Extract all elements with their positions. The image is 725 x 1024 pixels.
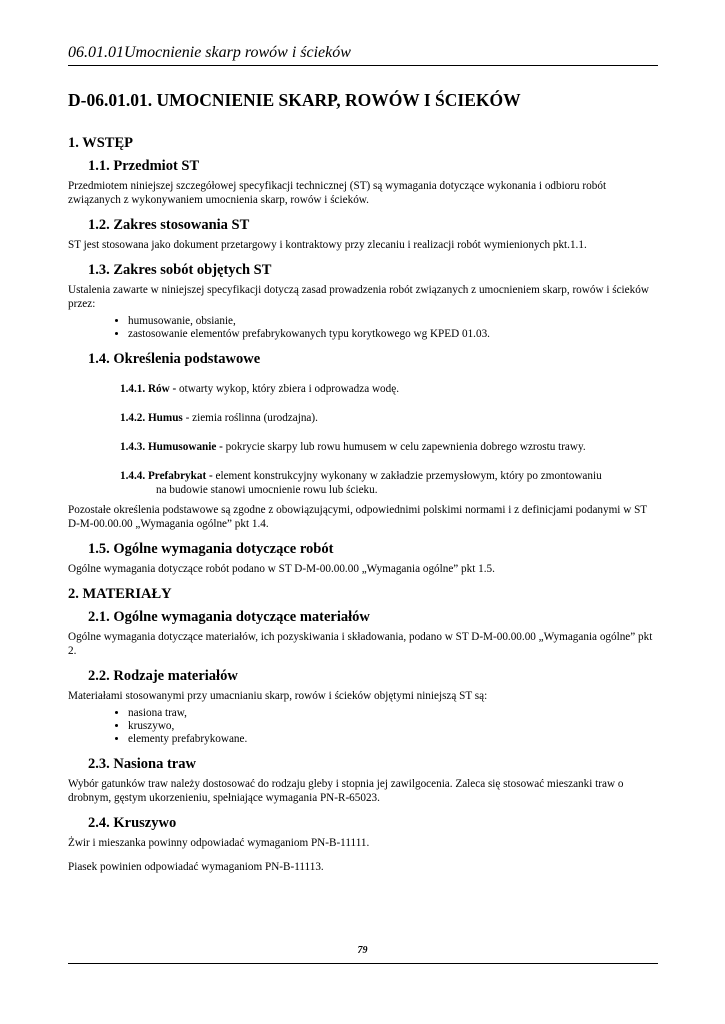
section-2-3-text: Wybór gatunków traw należy dostosować do rodzaju gleby i stopnia jej zawilgocenia. Zaleca się stosować mieszanki traw o drobnym, gęstym ukorzenieniu, spełniające wymagania PN-R-65023.: [68, 778, 624, 804]
section-1-heading: 1. WSTĘP: [68, 135, 134, 151]
list-item: • kruszywo,: [128, 720, 658, 733]
definition-text: otwarty wykop, który zbiera i odprowadza wodę.: [176, 383, 400, 395]
footer-rule: [68, 963, 658, 964]
section-2-4-heading: 2.4. Kruszywo: [88, 815, 177, 831]
definition-text: - ziemia roślinna (urodzajna).: [182, 412, 318, 424]
definition-item: [120, 411, 658, 425]
section-1-1-heading: 1.1. Przedmiot ST: [88, 158, 200, 174]
definition-text: pokrycie skarpy lub rowu humusem w celu zapewnienia dobrego wzrostu trawy.: [222, 441, 586, 453]
definition-item: [120, 440, 658, 454]
page-number: 79: [357, 945, 368, 956]
definition-text-continued: na budowie stanowi umocnienie rowu lub ścieku.: [156, 484, 378, 496]
section-2-3-heading: 2.3. Nasiona traw: [88, 756, 196, 772]
section-2-1-heading: 2.1. Ogólne wymagania dotyczące materiałów: [88, 609, 370, 625]
section-2-4-text-2: Piasek powinien odpowiadać wymaganiom PN-B-11113.: [68, 861, 324, 873]
definition-term: 1.4.1. Rów -: [120, 383, 177, 395]
definition-text: element konstrukcyjny wykonany w zakładzie przemysłowym, który po zmontowaniu: [212, 470, 602, 482]
definition-item: [120, 469, 658, 497]
section-1-1-text: Przedmiotem niniejszej szczegółowej specyfikacji technicznej (ST) są wymagania dotyczące wykonania i odbioru robót związanych z wykonywaniem umocnienia skarp, rowów i ścieków.: [68, 180, 607, 206]
document-content: [68, 90, 658, 884]
section-1-2-text: ST jest stosowana jako dokument przetargowy i kontraktowy przy zlecaniu i realizacji robót wymienionych pkt.1.1.: [68, 239, 587, 251]
section-1-4-text: Pozostałe określenia podstawowe są zgodne z obowiązującymi, odpowiednimi polskimi normami i z definicjami podanymi w ST D-M-00.00.00 „Wymagania ogólne” pkt 1.4.: [68, 504, 647, 530]
header-rule: [68, 65, 658, 66]
section-1-4-heading: 1.4. Określenia podstawowe: [88, 351, 261, 367]
section-2-2-list: [68, 707, 658, 746]
section-2-2-text: Materiałami stosowanymi przy umacnianiu skarp, rowów i ścieków objętymi niniejszą ST są:: [68, 690, 488, 702]
section-1-3-list: [68, 315, 658, 341]
definition-term: 1.4.3. Humusowanie -: [120, 441, 223, 453]
document-title: D-06.01.01. UMOCNIENIE SKARP, ROWÓW I ŚCIEKÓW: [68, 90, 521, 110]
section-2-2-heading: 2.2. Rodzaje materiałów: [88, 668, 238, 684]
section-2-4-text-1: Żwir i mieszanka powinny odpowiadać wymaganiom PN-B-11111.: [68, 837, 370, 849]
definition-term: 1.4.4. Prefabrykat -: [120, 470, 213, 482]
section-1-5-heading: 1.5. Ogólne wymagania dotyczące robót: [88, 541, 334, 557]
definition-term: 1.4.2. Humus: [120, 412, 183, 424]
section-1-5-text: Ogólne wymagania dotyczące robót podano w ST D-M-00.00.00 „Wymagania ogólne” pkt 1.5.: [68, 563, 495, 575]
section-2-heading: 2. MATERIAŁY: [68, 586, 172, 602]
section-1-2-heading: 1.2. Zakres stosowania ST: [88, 217, 250, 233]
section-1-3-heading: 1.3. Zakres sobót objętych ST: [88, 262, 272, 278]
section-1-3-text: Ustalenia zawarte w niniejszej specyfikacji dotyczą zasad prowadzenia robót związanych z umocnieniem skarp, rowów i ścieków przez:: [68, 284, 649, 310]
list-item: • humusowanie, obsianie,: [128, 315, 658, 328]
list-item: • nasiona traw,: [128, 707, 658, 720]
running-header: 06.01.01Umocnienie skarp rowów i ścieków: [68, 44, 351, 61]
list-item: • elementy prefabrykowane.: [128, 733, 658, 746]
section-2-1-text: Ogólne wymagania dotyczące materiałów, ich pozyskiwania i składowania, podano w ST D-M-00.00.00 „Wymagania ogólne” pkt 2.: [68, 631, 653, 657]
definition-item: [120, 382, 658, 396]
list-item: • zastosowanie elementów prefabrykowanych typu korytkowego wg KPED 01.03.: [128, 328, 658, 341]
